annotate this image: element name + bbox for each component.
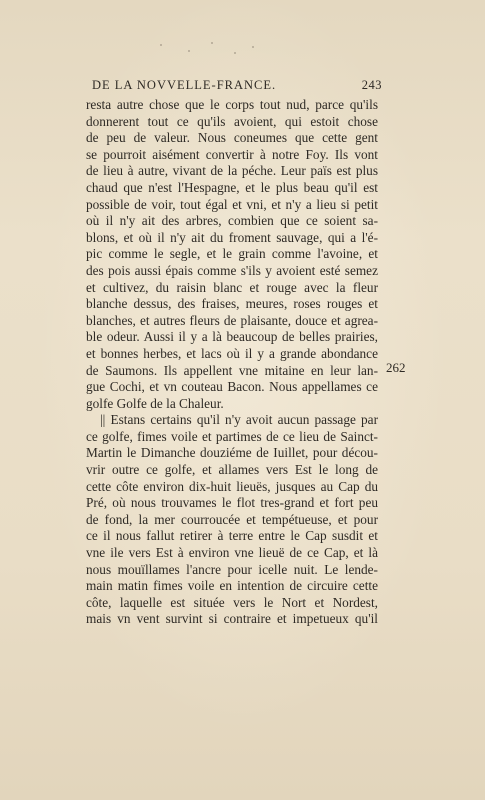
text-line: et bonnes herbes, et lacs où il y a grande abondance xyxy=(86,345,378,361)
text-line: possible de voir, tout égal et vni, et n'y a lieu si petit xyxy=(86,196,378,212)
text-line: gue Cochi, et vn couteau Bacon. Nous appellames ce xyxy=(86,379,378,395)
text-line: de lieu à autre, vivant de la péche. Leur païs est plus xyxy=(86,163,378,179)
text-line: pic comme le segle, et le grain comme l'avoine, et xyxy=(86,246,378,262)
text-line: de peu de valeur. Nous coneumes que cette gent xyxy=(86,130,378,146)
text-line: ce golfe, fimes voile et partimes de ce lieu de Sainct- xyxy=(86,428,378,444)
page-number: 243 xyxy=(361,78,382,92)
text-line: de Saumons. Ils appellent vne mitaine en leur lan- xyxy=(86,362,378,378)
text-line: blons, et où il n'y ait du froment sauvage, qui a l'é- xyxy=(86,229,378,245)
text-line: blanches, et autres fleurs de plaisante, douce et agrea- xyxy=(86,312,378,328)
text-line: vne ile vers Est à environ vne lieuë de ce Cap, et là xyxy=(86,545,378,561)
text-line: resta autre chose que le corps tout nud, parce qu'ils xyxy=(86,97,378,112)
margin-page-reference: 262 xyxy=(386,360,406,375)
text-line: de fond, la mer courroucée et tempétueuse, et pour xyxy=(86,511,378,527)
body-text xyxy=(86,97,378,628)
text-line: chaud que n'est l'Hespagne, et le plus beau qu'il est xyxy=(86,179,378,195)
text-line: vrir outre ce golfe, et allames vers Est le long de xyxy=(86,462,378,478)
text-line: des pois aussi épais comme s'ils y avoient esté semez xyxy=(86,262,378,278)
text-line: golfe Golfe de la Chaleur. xyxy=(86,395,224,411)
text-line: cette côte environ dix-huit lieuës, jusques au Cap du xyxy=(86,478,378,494)
text-line: ble odeur. Aussi il y a là beaucoup de belles prairies, xyxy=(86,329,378,345)
text-line: blanche dessus, des fraises, meures, roses rouges et xyxy=(86,296,378,312)
text-line: mais vn vent survint si contraire et impetueux qu'il xyxy=(86,611,378,627)
text-line: Martin le Dimanche douziéme de Iuillet, pour décou- xyxy=(86,445,378,461)
page-header xyxy=(92,78,382,96)
paper-specks xyxy=(150,38,270,58)
text-line: et cultivez, du raisin blanc et rouge avec la fleur xyxy=(86,279,378,295)
text-line: Pré, où nous trouvames le flot tres-grand et fort peu xyxy=(86,495,378,511)
text-line: || Estans certains qu'il n'y avoit aucun passage par xyxy=(100,412,378,428)
text-line: main matin fimes voile en intention de circuire cette xyxy=(86,578,378,594)
text-line: nous mouïllames l'ancre pour icelle nuit. Le lende- xyxy=(86,561,378,577)
running-title: DE LA NOVVELLE-FRANCE. xyxy=(92,78,277,92)
text-line: côte, laquelle est située vers le Nort et Nordest, xyxy=(86,594,378,610)
text-line: où il n'y ait des arbres, combien que ce soient sa- xyxy=(86,213,378,229)
text-line: se pourroit aisément convertir à notre Foy. Ils vont xyxy=(86,146,378,162)
text-line: ce il nous fallut retirer à terre entre le Cap susdit et xyxy=(86,528,378,544)
text-line: donnerent tout ce qu'ils avoient, qui estoit chose xyxy=(86,113,378,129)
